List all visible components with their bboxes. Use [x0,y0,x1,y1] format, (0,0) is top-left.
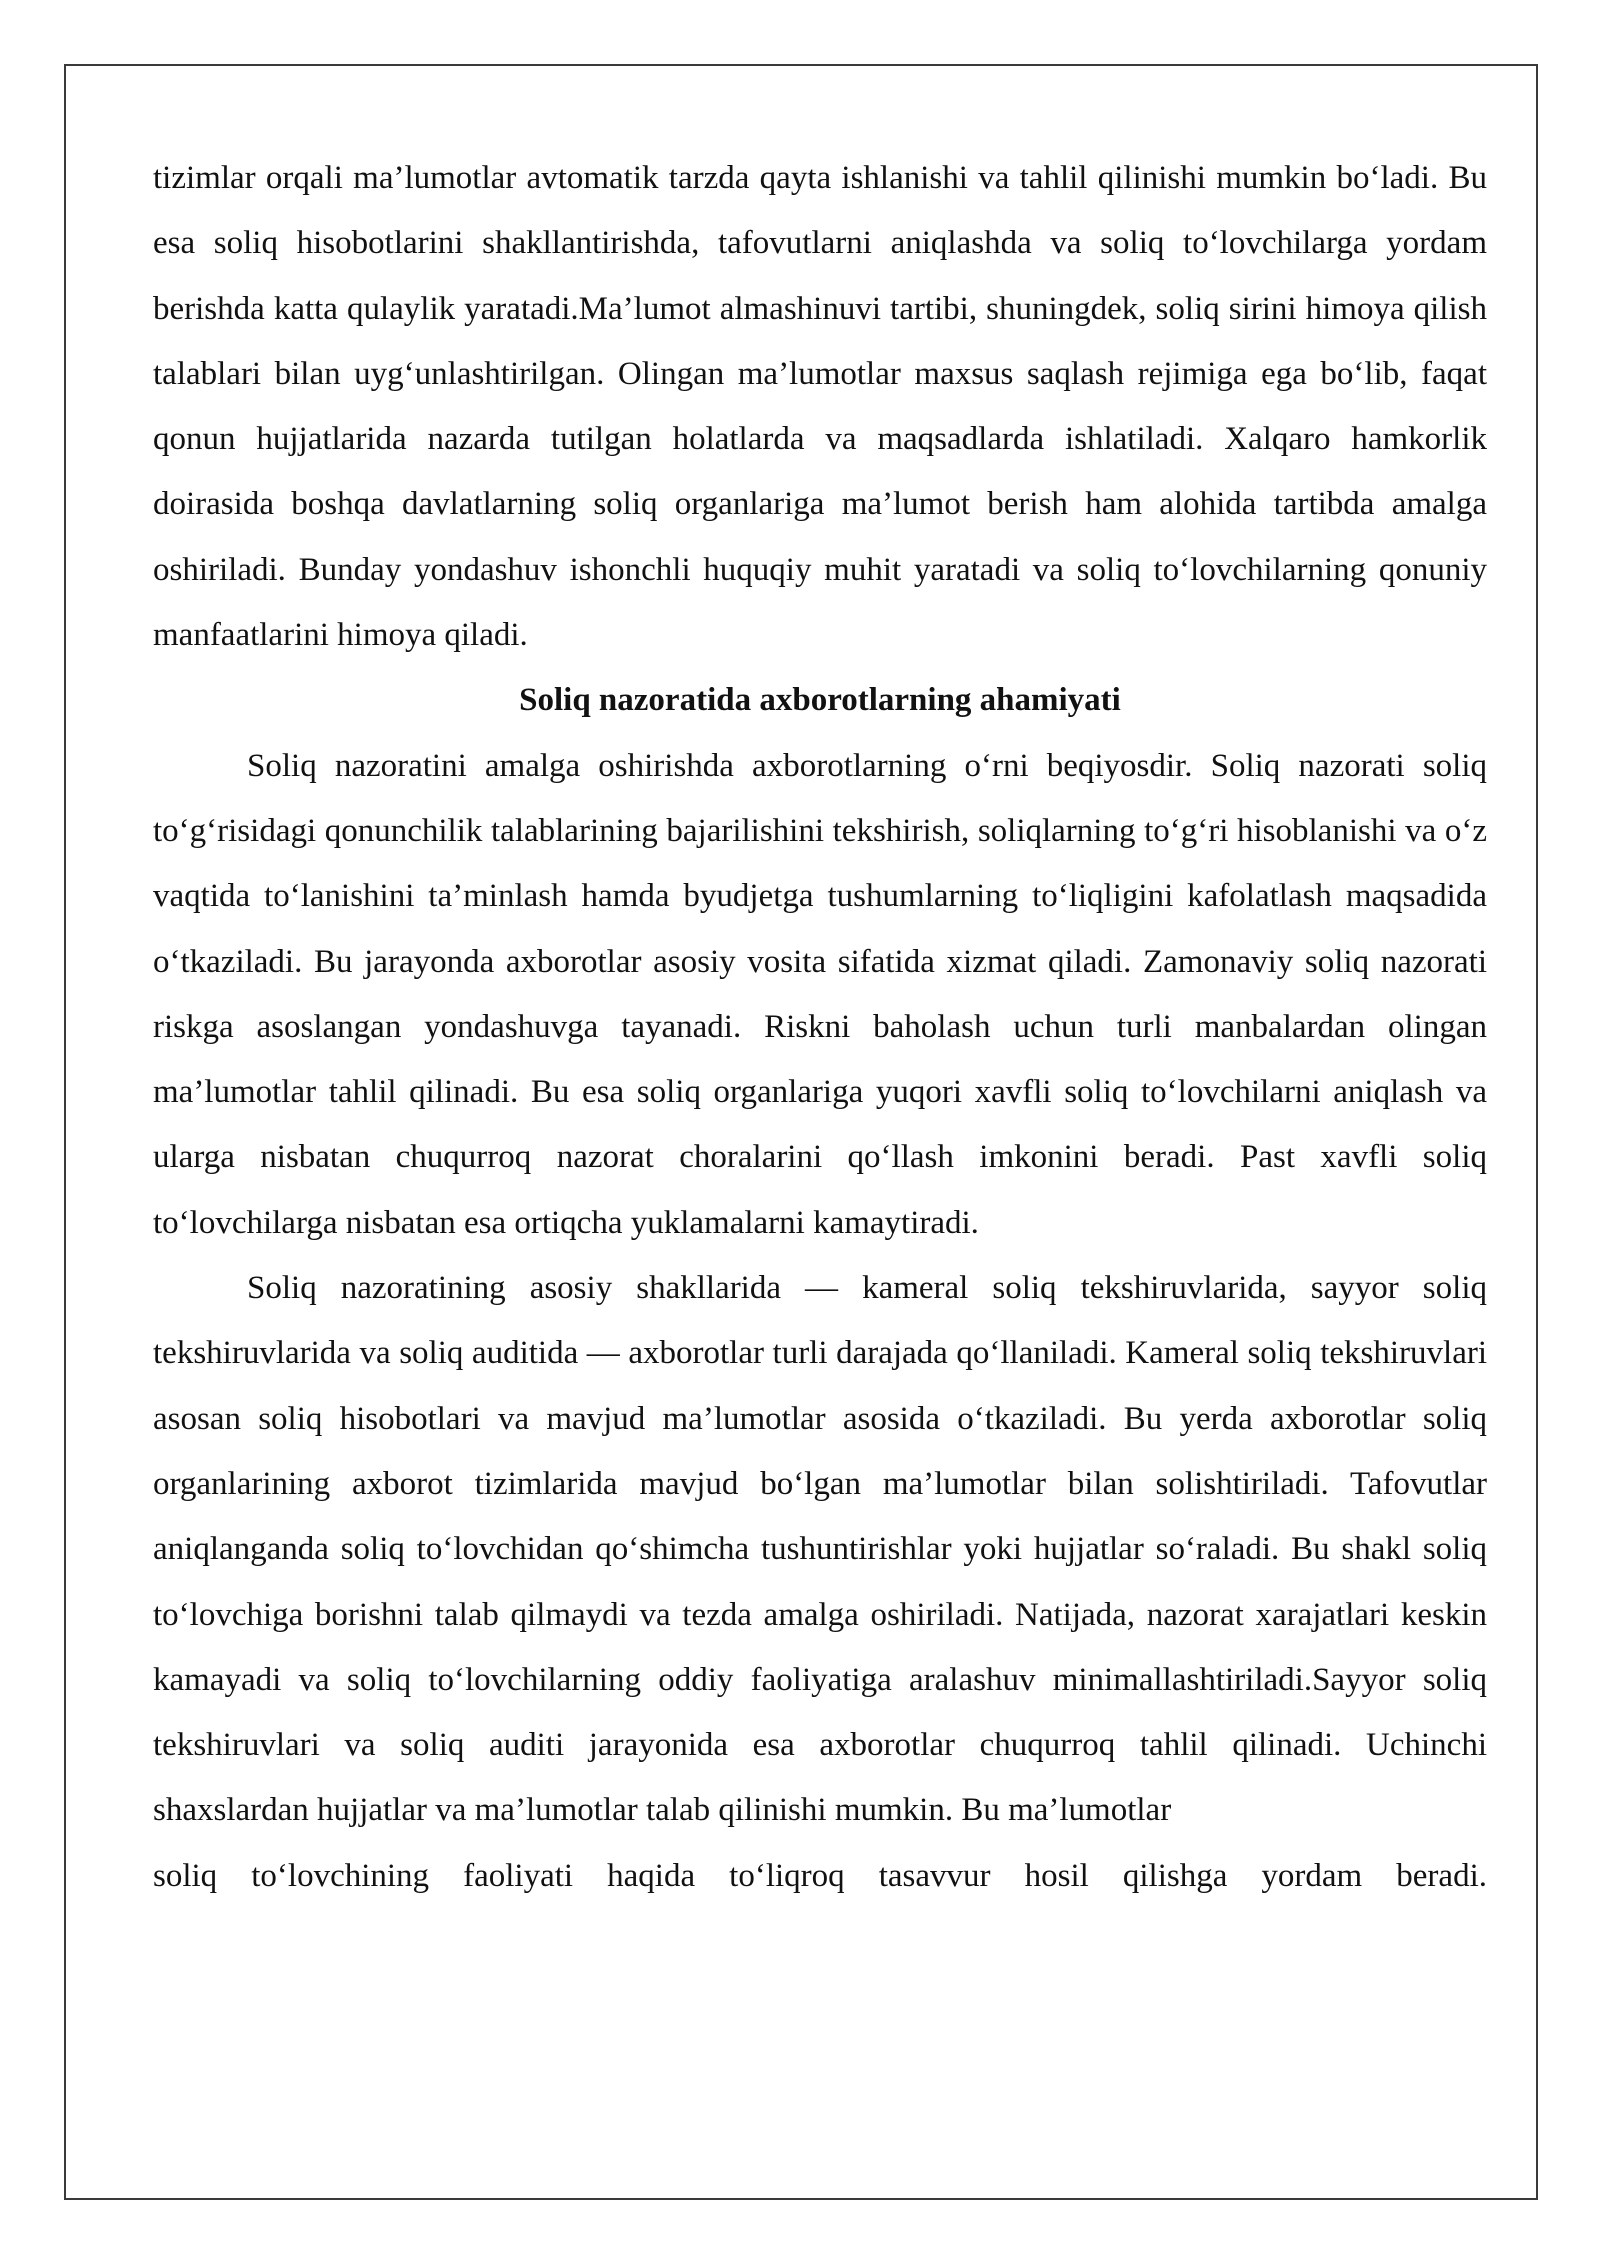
document-body [153,146,1487,1909]
section-heading: Soliq nazoratida axborotlarning ahamiyati [519,682,1121,719]
paragraph: Soliq nazoratining asosiy shakllarida — kameral soliq tekshiruvlarida, sayyor soliq tekshiruvlarida va soliq auditida — axborotlar turli darajada qo‘llaniladi. Kameral soliq tekshiruvlari asosan soliq hisobotlari va mavjud ma’lumotlar asosida o‘tkaziladi. Bu yerda axborotlar soliq organlarining axborot tizimlarida mavjud bo‘lgan ma’lumotlar bilan solishtiriladi. Tafovutlar aniqlanganda soliq to‘lovchidan qo‘shimcha tushuntirishlar yoki hujjatlar so‘raladi. Bu shakl soliq to‘lovchiga borishni talab qilmaydi va tezda amalga oshiriladi. Natijada, nazorat xarajatlari keskin kamayadi va soliq to‘lovchilarning oddiy faoliyatiga aralashuv minimallashtiriladi.Sayyor soliq tekshiruvlari va soliq auditi jarayonida esa axborotlar chuqurroq tahlil qilinadi. Uchinchi shaxslardan hujjatlar va ma’lumotlar talab qilinishi mumkin. Bu ma’lumotlar [153,1270,1487,1829]
paragraph-continued-line: soliq to‘lovchining faoliyati haqida to‘liqroq tasavvur hosil qilishga yordam beradi. [153,1857,1487,1894]
paragraph: tizimlar orqali ma’lumotlar avtomatik tarzda qayta ishlanishi va tahlil qilinishi mumkin bo‘ladi. Bu esa soliq hisobotlarini shakllantirishda, tafovutlarni aniqlashda va soliq to‘lovchilarga yordam berishda katta qulaylik yaratadi.Ma’lumot almashinuvi tartibi, shuningdek, soliq sirini himoya qilish talablari bilan uyg‘unlashtirilgan. Olingan ma’lumotlar maxsus saqlash rejimiga ega bo‘lib, faqat qonun hujjatlarida nazarda tutilgan holatlarda va maqsadlarda ishlatiladi. Xalqaro hamkorlik doirasida boshqa davlatlarning soliq organlariga ma’lumot berish ham alohida tartibda amalga oshiriladi. Bunday yondashuv ishonchli huquqiy muhit yaratadi va soliq to‘lovchilarning qonuniy manfaatlarini himoya qiladi. [153,160,1487,654]
paragraph: Soliq nazoratini amalga oshirishda axborotlarning o‘rni beqiyosdir. Soliq nazorati soliq to‘g‘risidagi qonunchilik talablarining bajarilishini tekshirish, soliqlarning to‘g‘ri hisoblanishi va o‘z vaqtida to‘lanishini ta’minlash hamda byudjetga tushumlarning to‘liqligini kafolatlash maqsadida o‘tkaziladi. Bu jarayonda axborotlar asosiy vosita sifatida xizmat qiladi. Zamonaviy soliq nazorati riskga asoslangan yondashuvga tayanadi. Riskni baholash uchun turli manbalardan olingan ma’lumotlar tahlil qilinadi. Bu esa soliq organlariga yuqori xavfli soliq to‘lovchilarni aniqlash va ularga nisbatan chuqurroq nazorat choralarini qo‘llash imkonini beradi. Past xavfli soliq to‘lovchilarga nisbatan esa ortiqcha yuklamalarni kamaytiradi. [153,747,1487,1241]
